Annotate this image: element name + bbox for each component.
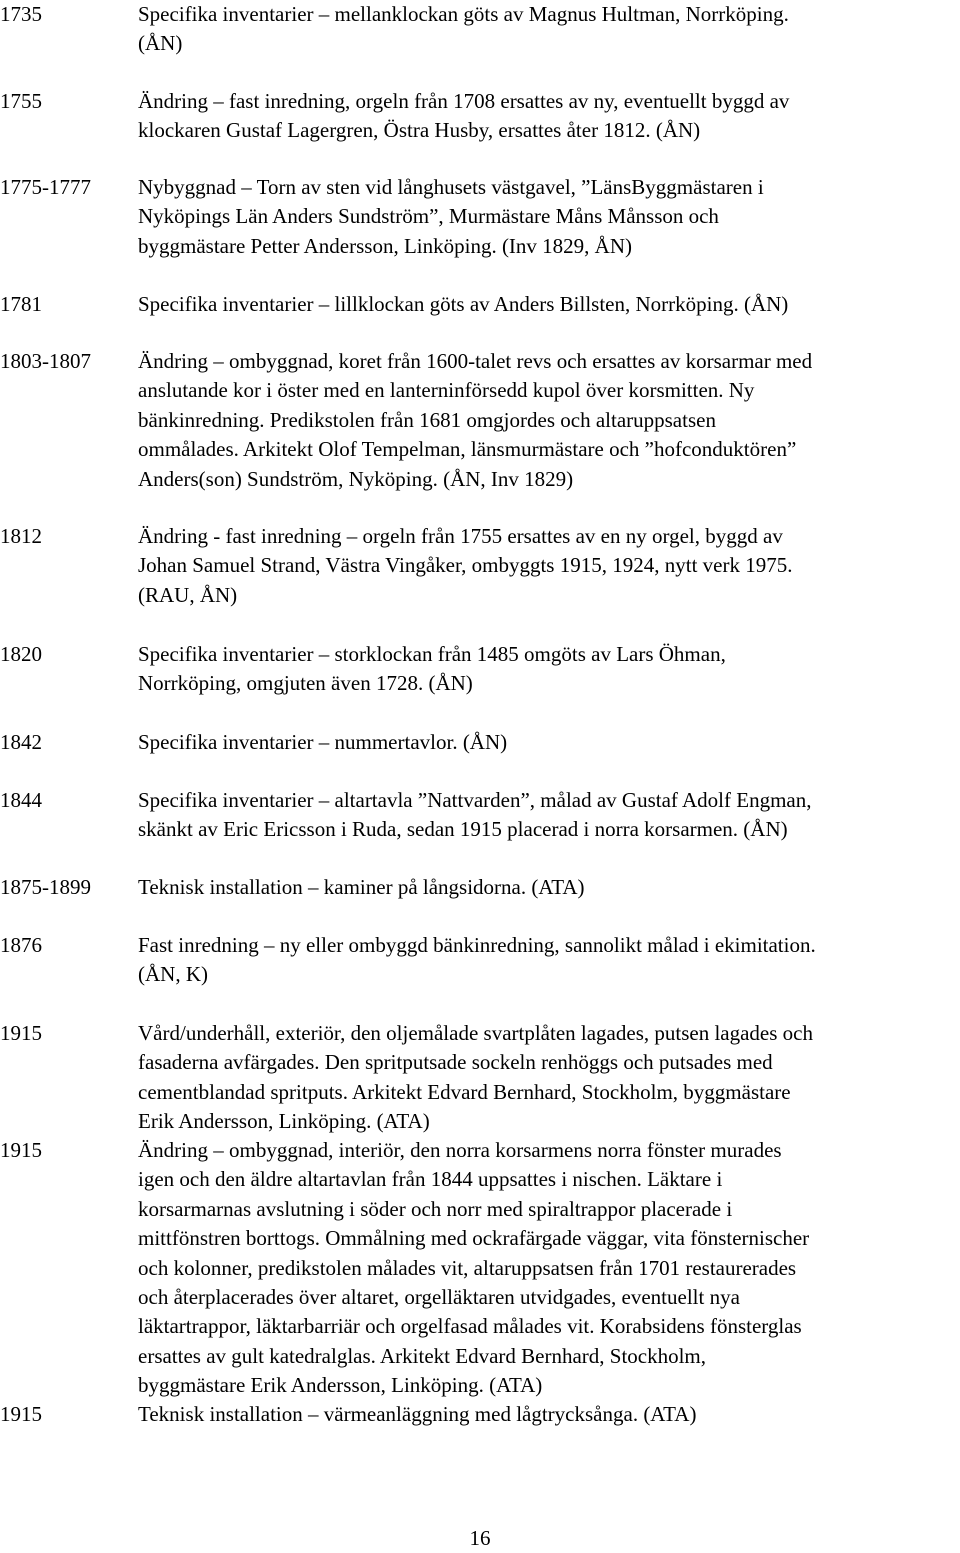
entry-line: (ÅN) [138, 31, 183, 56]
entry-line: Erik Andersson, Linköping. (ATA) [138, 1109, 430, 1134]
entry-text [138, 873, 960, 902]
entry-year: 1735 [0, 2, 42, 26]
entry-year: 1844 [0, 788, 42, 812]
entry-text [138, 1400, 960, 1429]
entry-text [138, 290, 960, 319]
entry-text [138, 931, 960, 990]
entry-line: Teknisk installation – kaminer på långsidorna. (ATA) [138, 875, 585, 899]
entry-year: 1875-1899 [0, 875, 91, 899]
entry-line: fasaderna avfärgades. Den spritputsade sockeln renhöggs och putsades med [138, 1050, 773, 1075]
entry-line: Nyköpings Län Anders Sundström”, Murmästare Måns Månsson och [138, 204, 719, 229]
entry-line: Nybyggnad – Torn av sten vid långhusets västgavel, ”LänsByggmästaren i [138, 175, 764, 199]
entry-text [138, 347, 960, 494]
entry-year: 1842 [0, 730, 42, 754]
entry-year: 1812 [0, 524, 42, 548]
entry-line: Anders(son) Sundström, Nyköping. (ÅN, Inv 1829) [138, 466, 574, 491]
entry-text [138, 1136, 960, 1401]
entry-line: Norrköping, omgjuten även 1728. (ÅN) [138, 671, 473, 696]
entry-text [138, 0, 960, 59]
entry-line: anslutande kor i öster med en lanterninförsedd kupol över korsmitten. Ny [138, 378, 755, 403]
entry-line: Fast inredning – ny eller ombyggd bänkinredning, sannolikt målad i ekimitation. [138, 933, 816, 957]
entry-line: och återplacerades över altaret, orgelläktaren utvidgades, eventuellt nya [138, 1284, 740, 1309]
entry-line: ersattes av gult katedralglas. Arkitekt Edvard Bernhard, Stockholm, [138, 1343, 707, 1368]
entry-year: 1915 [0, 1402, 42, 1426]
entry-year: 1915 [0, 1021, 42, 1045]
entry-text [138, 173, 960, 261]
entry-line: läktartrappor, läktarbarriär och orgelfasad målades vit. Korabsidens fönsterglas [138, 1314, 802, 1339]
entry-text [138, 522, 960, 610]
entry-line: klockaren Gustaf Lagergren, Östra Husby, ersattes åter 1812. (ÅN) [138, 118, 701, 143]
entry-year: 1775-1777 [0, 175, 91, 199]
entry-year: 1915 [0, 1138, 42, 1162]
entry-line: Vård/underhåll, exteriör, den oljemålade svartplåten lagades, putsen lagades och [138, 1021, 813, 1045]
entry-line: bänkinredning. Predikstolen från 1681 omgjordes och altaruppsatsen [138, 407, 716, 432]
entry-line: Teknisk installation – värmeanläggning med lågtrycksånga. (ATA) [138, 1402, 697, 1426]
entry-text [138, 640, 960, 699]
entry-line: byggmästare Petter Andersson, Linköping. (Inv 1829, ÅN) [138, 233, 633, 258]
entry-line: Ändring – fast inredning, orgeln från 1708 ersattes av ny, eventuellt byggd av [138, 89, 790, 113]
entry-year: 1803-1807 [0, 349, 91, 373]
entry-year: 1755 [0, 89, 42, 113]
entry-line: Specifika inventarier – lillklockan göts av Anders Billsten, Norrköping. (ÅN) [138, 292, 789, 316]
entry-line: Ändring – ombyggnad, koret från 1600-talet revs och ersattes av korsarmar med [138, 349, 813, 373]
entry-line: (ÅN, K) [138, 962, 208, 987]
entry-line: skänkt av Eric Ericsson i Ruda, sedan 1915 placerad i norra korsarmen. (ÅN) [138, 817, 788, 842]
entry-line: korsarmarnas avslutning i söder och norr med spiraltrappor placerade i [138, 1196, 733, 1221]
entry-line: Specifika inventarier – storklockan från 1485 omgöts av Lars Öhman, [138, 642, 726, 666]
entry-year: 1781 [0, 292, 42, 316]
entry-line: och kolonner, predikstolen målades vit, altaruppsatsen från 1701 restaurerades [138, 1255, 797, 1280]
entry-text [138, 786, 960, 845]
entry-line: cementblandad spritputs. Arkitekt Edvard Bernhard, Stockholm, byggmästare [138, 1079, 791, 1104]
page-number: 16 [469, 1526, 491, 1550]
entry-line: Ändring – ombyggnad, interiör, den norra korsarmens norra fönster murades [138, 1138, 782, 1162]
entry-line: byggmästare Erik Andersson, Linköping. (ATA) [138, 1373, 543, 1398]
entry-text [138, 87, 960, 146]
entry-text [138, 1019, 960, 1137]
entry-year: 1876 [0, 933, 42, 957]
entry-line: Ändring - fast inredning – orgeln från 1755 ersattes av en ny orgel, byggd av [138, 524, 783, 548]
entry-line: ommålades. Arkitekt Olof Tempelman, länsmurmästare och ”hofconduktören” [138, 437, 797, 462]
entry-line: Johan Samuel Strand, Västra Vingåker, ombyggts 1915, 1924, nytt verk 1975. [138, 553, 793, 578]
entry-line: Specifika inventarier – mellanklockan göts av Magnus Hultman, Norrköping. [138, 2, 789, 26]
entry-line: mittfönstren borttogs. Ommålning med ockrafärgade väggar, vita fönsternischer [138, 1226, 810, 1251]
entry-line: igen och den äldre altartavlan från 1844 uppsattes i nischen. Läktare i [138, 1167, 723, 1192]
entry-line: Specifika inventarier – altartavla ”Nattvarden”, målad av Gustaf Adolf Engman, [138, 788, 812, 812]
entry-text [138, 728, 960, 757]
entry-line: Specifika inventarier – nummertavlor. (ÅN) [138, 730, 508, 754]
entry-line: (RAU, ÅN) [138, 582, 238, 607]
entry-year: 1820 [0, 642, 42, 666]
